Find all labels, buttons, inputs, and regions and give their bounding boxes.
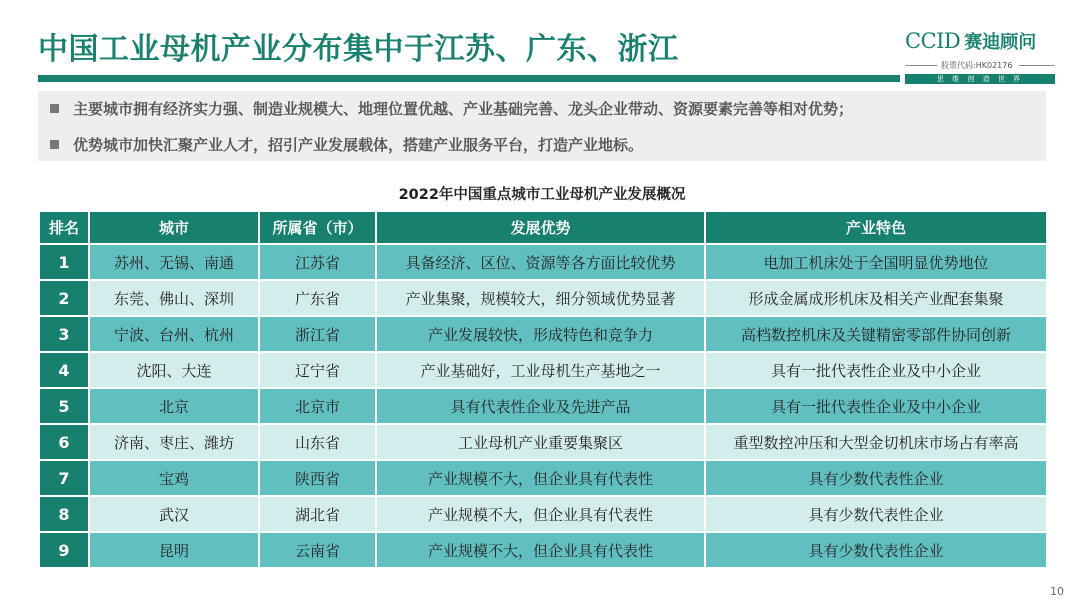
logo-chinese-text: 赛迪顾问: [964, 32, 1037, 53]
province-cell: 云南省: [259, 532, 376, 568]
summary-bullet: [50, 132, 643, 156]
rank-cell: 4: [39, 352, 89, 388]
summary-bullet: [50, 96, 853, 120]
feature-cell: 电加工机床处于全国明显优势地位: [705, 244, 1047, 280]
feature-cell: 具有少数代表性企业: [705, 460, 1047, 496]
rank-cell: 7: [39, 460, 89, 496]
city-cell: 沈阳、大连: [89, 352, 259, 388]
province-cell: 江苏省: [259, 244, 376, 280]
city-cell: 宁波、台州、杭州: [89, 316, 259, 352]
title-divider: [38, 75, 900, 82]
feature-cell: 具有少数代表性企业: [705, 532, 1047, 568]
advantage-cell: 具有代表性企业及先进产品: [376, 388, 705, 424]
rank-cell: 6: [39, 424, 89, 460]
advantage-cell: 具备经济、区位、资源等各方面比较优势: [376, 244, 705, 280]
header-feature: 产业特色: [705, 211, 1047, 244]
province-cell: 浙江省: [259, 316, 376, 352]
header-rank: 排名: [39, 211, 89, 244]
table-row: [39, 244, 1047, 280]
feature-cell: 具有一批代表性企业及中小企业: [705, 352, 1047, 388]
province-cell: 湖北省: [259, 496, 376, 532]
header-province: 所属省（市）: [259, 211, 376, 244]
page-title: 中国工业母机产业分布集中于江苏、广东、浙江: [38, 32, 679, 67]
logo-wordmark: [905, 28, 1036, 54]
feature-cell: 具有一批代表性企业及中小企业: [705, 388, 1047, 424]
rank-cell: 2: [39, 280, 89, 316]
province-cell: 辽宁省: [259, 352, 376, 388]
rank-cell: 5: [39, 388, 89, 424]
city-cell: 苏州、无锡、南通: [89, 244, 259, 280]
summary-bullet-text: 主要城市拥有经济实力强、制造业规模大、地理位置优越、产业基础完善、龙头企业带动、资源要素完善等相对优势；: [73, 99, 854, 118]
table-caption: 2022年中国重点城市工业母机产业发展概况: [398, 187, 686, 203]
table-row: [39, 496, 1047, 532]
feature-cell: 具有少数代表性企业: [705, 496, 1047, 532]
table-row: [39, 352, 1047, 388]
rank-cell: 8: [39, 496, 89, 532]
advantage-cell: 产业规模不大，但企业具有代表性: [376, 460, 705, 496]
feature-cell: 高档数控机床及关键精密零部件协同创新: [705, 316, 1047, 352]
advantage-cell: 产业规模不大，但企业具有代表性: [376, 532, 705, 568]
summary-bullet-text: 优势城市加快汇聚产业人才，招引产业发展载体，搭建产业服务平台，打造产业地标。: [73, 135, 644, 154]
logo-slogan: 思 维 创 造 世 界: [905, 74, 1055, 84]
table-row: [39, 460, 1047, 496]
advantage-cell: 工业母机产业重要集聚区: [376, 424, 705, 460]
table-row: [39, 388, 1047, 424]
table-row: [39, 424, 1047, 460]
header-advantage: 发展优势: [376, 211, 705, 244]
rank-cell: 3: [39, 316, 89, 352]
table-row: [39, 532, 1047, 568]
company-logo: [905, 28, 1055, 86]
province-cell: 广东省: [259, 280, 376, 316]
city-ranking-table: [38, 210, 1048, 569]
logo-latin-text: CCID: [905, 29, 961, 53]
rank-cell: 1: [39, 244, 89, 280]
square-bullet-icon: [50, 104, 59, 113]
table-row: [39, 280, 1047, 316]
summary-box: [38, 91, 1046, 161]
city-cell: 济南、枣庄、潍坊: [89, 424, 259, 460]
logo-rule-left: [905, 65, 937, 66]
page-number: 10: [1050, 585, 1064, 598]
city-cell: 东莞、佛山、深圳: [89, 280, 259, 316]
advantage-cell: 产业发展较快，形成特色和竞争力: [376, 316, 705, 352]
province-cell: 陕西省: [259, 460, 376, 496]
feature-cell: 重型数控冲压和大型金切机床市场占有率高: [705, 424, 1047, 460]
city-cell: 昆明: [89, 532, 259, 568]
table-row: [39, 316, 1047, 352]
province-cell: 北京市: [259, 388, 376, 424]
advantage-cell: 产业集聚，规模较大，细分领域优势显著: [376, 280, 705, 316]
header-city: 城市: [89, 211, 259, 244]
city-cell: 北京: [89, 388, 259, 424]
province-cell: 山东省: [259, 424, 376, 460]
logo-rule-right: [1019, 65, 1055, 66]
rank-cell: 9: [39, 532, 89, 568]
city-cell: 武汉: [89, 496, 259, 532]
city-cell: 宝鸡: [89, 460, 259, 496]
advantage-cell: 产业规模不大，但企业具有代表性: [376, 496, 705, 532]
square-bullet-icon: [50, 140, 59, 149]
advantage-cell: 产业基础好，工业母机生产基地之一: [376, 352, 705, 388]
table-header-row: [39, 211, 1047, 244]
stock-code: 股票代码:HK02176: [941, 61, 1013, 70]
feature-cell: 形成金属成形机床及相关产业配套集聚: [705, 280, 1047, 316]
